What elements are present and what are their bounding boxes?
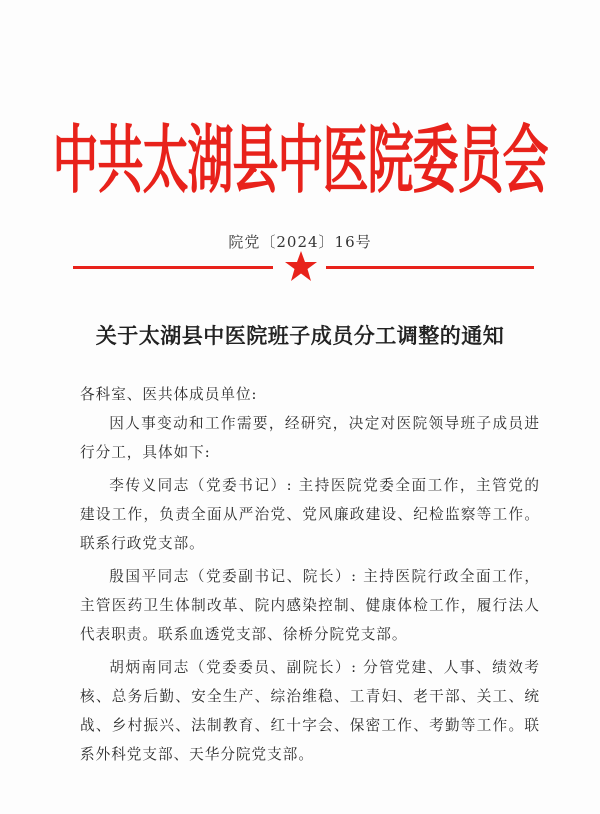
document-number: 院党〔2024〕16号 (228, 233, 372, 251)
red-divider-right (326, 266, 534, 269)
star-icon (284, 250, 318, 282)
intro-paragraph: 因人事变动和工作需要，经研究，决定对医院领导班子成员进行分工，具体如下: (80, 415, 540, 461)
document-title: 关于太湖县中医院班子成员分工调整的通知 (95, 323, 505, 348)
assignment-paragraph: 殷国平同志（党委副书记、院长）: 主持医院行政全面工作，主管医药卫生体制改革、院内感染控制、健康体检工作，履行法人代表职责。联系血透党支部、徐桥分院党支部。 (80, 568, 540, 643)
assignment-paragraph: 胡炳南同志（党委委员、副院长）: 分管党建、人事、绩效考核、总务后勤、安全生产、综治维稳、工青妇、老干部、关工、统战、乡村振兴、法制教育、红十字会、保密工作、考勤等工作。联系外科党支部、天华分院党支部。 (80, 659, 540, 763)
assignment-paragraph: 李传义同志（党委书记）: 主持医院党委全面工作，主管党的建设工作，负责全面从严治党、党风廉政建设、纪检监察等工作。联系行政党支部。 (80, 477, 540, 552)
salutation: 各科室、医共体成员单位: (80, 386, 258, 403)
red-divider-left (73, 266, 273, 269)
organization-header: 中共太湖县中医院委员会 (52, 116, 548, 204)
document-body (80, 380, 540, 769)
